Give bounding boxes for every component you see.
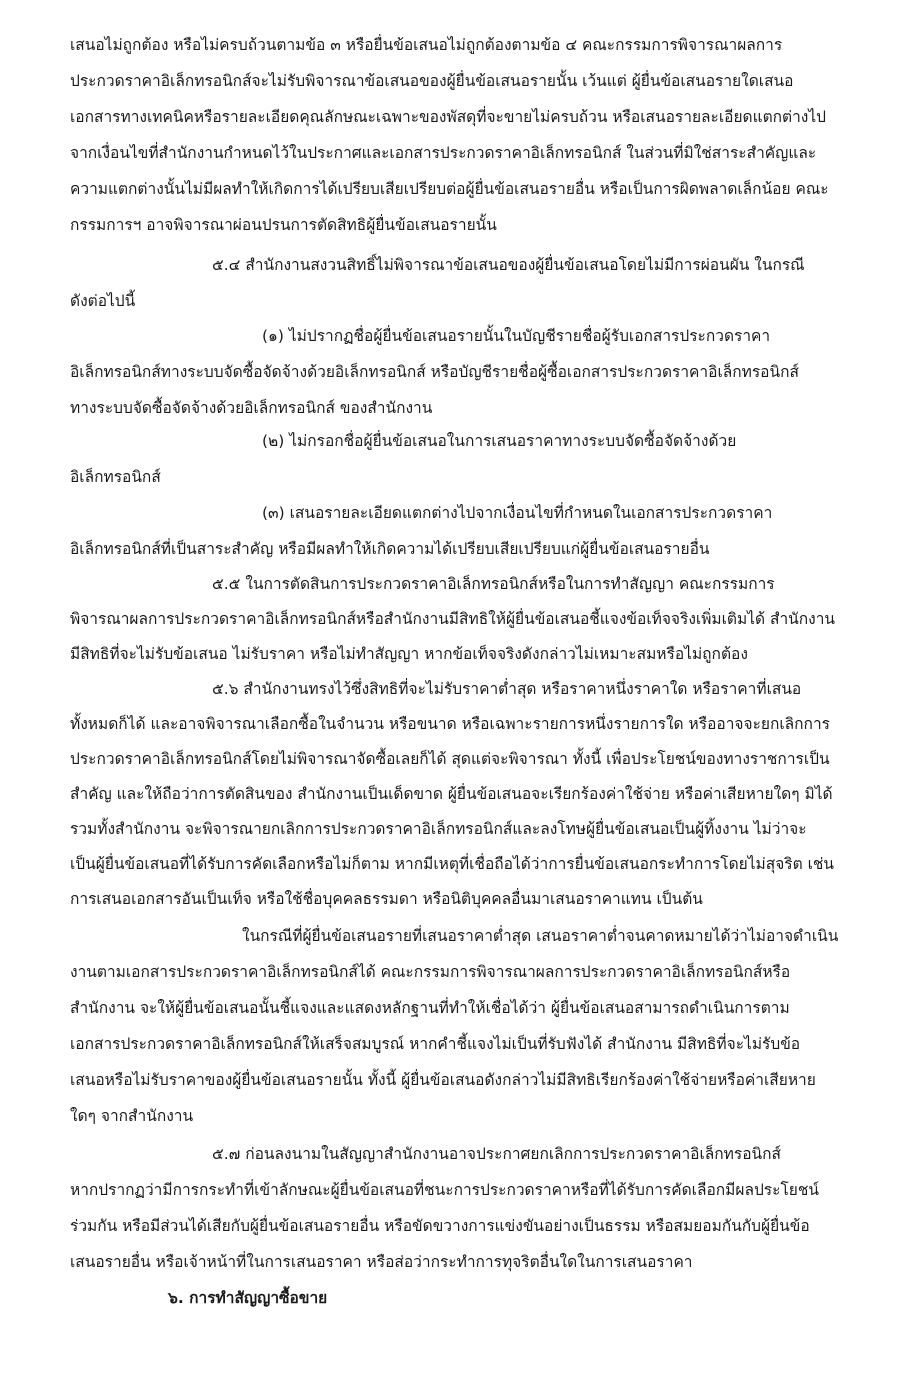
subclause-1-line: (๑) ไม่ปรากฏชื่อผู้ยื่นข้อเสนอรายนั้นในบัญชีรายชื่อผู้รับเอกสารประกวดราคา: [262, 327, 771, 345]
body-text-line: ดังต่อไปนี้: [70, 292, 136, 310]
body-text-line: อิเล็กทรอนิกส์: [70, 468, 161, 486]
paragraph-indent-line: ในกรณีที่ผู้ยื่นข้อเสนอรายที่เสนอราคาต่ำสุด เสนอราคาต่ำจนคาดหมายได้ว่าไม่อาจดำเนิน: [242, 927, 839, 945]
body-text-line: สำนักงาน จะให้ผู้ยื่นข้อเสนอนั้นชี้แจงและแสดงหลักฐานที่ทำให้เชื่อได้ว่า ผู้ยื่นข้อเสนอสามารถดำเนินการตาม: [70, 999, 790, 1017]
body-text-line: เสนอรายอื่น หรือเจ้าหน้าที่ในการเสนอราคา หรือส่อว่ากระทำการทุจริตอื่นใดในการเสนอราคา: [70, 1253, 693, 1271]
body-text-line: ร่วมกัน หรือมีส่วนได้เสียกับผู้ยื่นข้อเสนอรายอื่น หรือขัดขวางการแข่งขันอย่างเป็นธรรม หรือสมยอมกันกับผู้ยื่นข้อ: [70, 1217, 810, 1235]
body-text-line: ทางระบบจัดซื้อจัดจ้างด้วยอิเล็กทรอนิกส์ ของสำนักงาน: [70, 399, 433, 417]
subclause-2-line: (๒) ไม่กรอกชื่อผู้ยื่นข้อเสนอในการเสนอราคาทางระบบจัดซื้อจัดจ้างด้วย: [262, 432, 737, 450]
body-text-line: เอกสารทางเทคนิคหรือรายละเอียดคุณลักษณะเฉพาะของพัสดุที่จะขายไม่ครบถ้วน หรือเสนอรายละเอียดแตกต่างไป: [70, 108, 827, 126]
body-text-line: ประกวดราคาอิเล็กทรอนิกส์โดยไม่พิจารณาจัดซื้อเลยก็ได้ สุดแต่จะพิจารณา ทั้งนี้ เพื่อประโยชน์ของทางราชการเป็น: [70, 750, 830, 768]
body-text-line: ใดๆ จากสำนักงาน: [70, 1107, 194, 1125]
body-text-line: พิจารณาผลการประกวดราคาอิเล็กทรอนิกส์หรือสำนักงานมีสิทธิให้ผู้ยื่นข้อเสนอชี้แจงข้อเท็จจริงเพิ่มเติมได้ สำนักงาน: [70, 610, 836, 628]
body-text-line: ความแตกต่างนั้นไม่มีผลทำให้เกิดการได้เปรียบเสียเปรียบต่อผู้ยื่นข้อเสนอรายอื่น หรือเป็นการผิดพลาดเล็กน้อย คณะ: [70, 180, 829, 198]
body-text-line: ทั้งหมดก็ได้ และอาจพิจารณาเลือกซื้อในจำนวน หรือขนาด หรือเฉพาะรายการหนึ่งรายการใด หรืออาจจะยกเลิกการ: [70, 715, 830, 733]
body-text-line: เสนอหรือไม่รับราคาของผู้ยื่นข้อเสนอรายนั้น ทั้งนี้ ผู้ยื่นข้อเสนอดังกล่าวไม่มีสิทธิเรียกร้องค่าใช้จ่ายหรือค่าเสียหาย: [70, 1071, 816, 1089]
clause-5-4-line: ๕.๔ สำนักงานสงวนสิทธิ์ไม่พิจารณาข้อเสนอของผู้ยื่นข้อเสนอโดยไม่มีการผ่อนผัน ในกรณี: [212, 256, 805, 274]
section-6-heading: ๖. การทำสัญญาซื้อขาย: [168, 1289, 328, 1307]
body-text-line: อิเล็กทรอนิกส์ทางระบบจัดซื้อจัดจ้างด้วยอิเล็กทรอนิกส์ หรือบัญชีรายชื่อผู้ซื้อเอกสารประกวดราคาอิเล็กทรอนิกส์: [70, 363, 799, 381]
body-text-line: กรรมการฯ อาจพิจารณาผ่อนปรนการตัดสิทธิผู้ยื่นข้อเสนอรายนั้น: [70, 216, 497, 234]
body-text-line: สำคัญ และให้ถือว่าการตัดสินของ สำนักงานเป็นเด็ดขาด ผู้ยื่นข้อเสนอจะเรียกร้องค่าใช้จ่าย หรือค่าเสียหายใดๆ มิได้: [70, 785, 833, 803]
body-text-line: อิเล็กทรอนิกส์ที่เป็นสาระสำคัญ หรือมีผลทำให้เกิดความได้เปรียบเสียเปรียบแก่ผู้ยื่นข้อเสนอรายอื่น: [70, 540, 710, 558]
body-text-line: เอกสารประกวดราคาอิเล็กทรอนิกส์ให้เสร็จสมบูรณ์ หากคำชี้แจงไม่เป็นที่รับฟังได้ สำนักงาน มีสิทธิที่จะไม่รับข้อ: [70, 1035, 801, 1053]
body-text-line: มีสิทธิที่จะไม่รับข้อเสนอ ไม่รับราคา หรือไม่ทำสัญญา หากข้อเท็จจริงดังกล่าวไม่เหมาะสมหรือไม่ถูกต้อง: [70, 645, 748, 663]
body-text-line: หากปรากฏว่ามีการกระทำที่เข้าลักษณะผู้ยื่นข้อเสนอที่ชนะการประกวดราคาหรือที่ได้รับการคัดเลือกมีผลประโยชน์: [70, 1181, 819, 1199]
body-text-line: งานตามเอกสารประกวดราคาอิเล็กทรอนิกส์ได้ คณะกรรมการพิจารณาผลการประกวดราคาอิเล็กทรอนิกส์หรือ: [70, 963, 791, 981]
subclause-3-line: (๓) เสนอรายละเอียดแตกต่างไปจากเงื่อนไขที่กำหนดในเอกสารประกวดราคา: [262, 504, 773, 522]
body-text-line: จากเงื่อนไขที่สำนักงานกำหนดไว้ในประกาศและเอกสารประกวดราคาอิเล็กทรอนิกส์ ในส่วนที่มิใช่สาระสำคัญและ: [70, 144, 817, 162]
clause-5-5-line: ๕.๕ ในการตัดสินการประกวดราคาอิเล็กทรอนิกส์หรือในการทำสัญญา คณะกรรมการ: [212, 575, 775, 593]
body-text-line: เป็นผู้ยื่นข้อเสนอที่ได้รับการคัดเลือกหรือไม่ก็ตาม หากมีเหตุที่เชื่อถือได้ว่าการยื่นข้อเสนอกระทำการโดยไม่สุจริต เช่น: [70, 855, 835, 873]
clause-5-6-line: ๕.๖ สำนักงานทรงไว้ซึ่งสิทธิที่จะไม่รับราคาต่ำสุด หรือราคาหนึ่งราคาใด หรือราคาที่เสนอ: [212, 680, 802, 698]
body-text-line: ประกวดราคาอิเล็กทรอนิกส์จะไม่รับพิจารณาข้อเสนอของผู้ยื่นข้อเสนอรายนั้น เว้นแต่ ผู้ยื่นข้อเสนอรายใดเสนอ: [70, 72, 794, 90]
body-text-line: รวมทั้งสำนักงาน จะพิจารณายกเลิกการประกวดราคาอิเล็กทรอนิกส์และลงโทษผู้ยื่นข้อเสนอเป็นผู้ทิ้งงาน ไม่ว่าจะ: [70, 820, 807, 838]
body-text-line: การเสนอเอกสารอันเป็นเท็จ หรือใช้ชื่อบุคคลธรรมดา หรือนิติบุคคลอื่นมาเสนอราคาแทน เป็นต้น: [70, 890, 703, 908]
body-text-line: เสนอไม่ถูกต้อง หรือไม่ครบถ้วนตามข้อ ๓ หรือยื่นข้อเสนอไม่ถูกต้องตามข้อ ๔ คณะกรรมการพิจารณาผลการ: [70, 36, 783, 54]
clause-5-7-line: ๕.๗ ก่อนลงนามในสัญญาสำนักงานอาจประกาศยกเลิกการประกวดราคาอิเล็กทรอนิกส์: [212, 1145, 781, 1163]
